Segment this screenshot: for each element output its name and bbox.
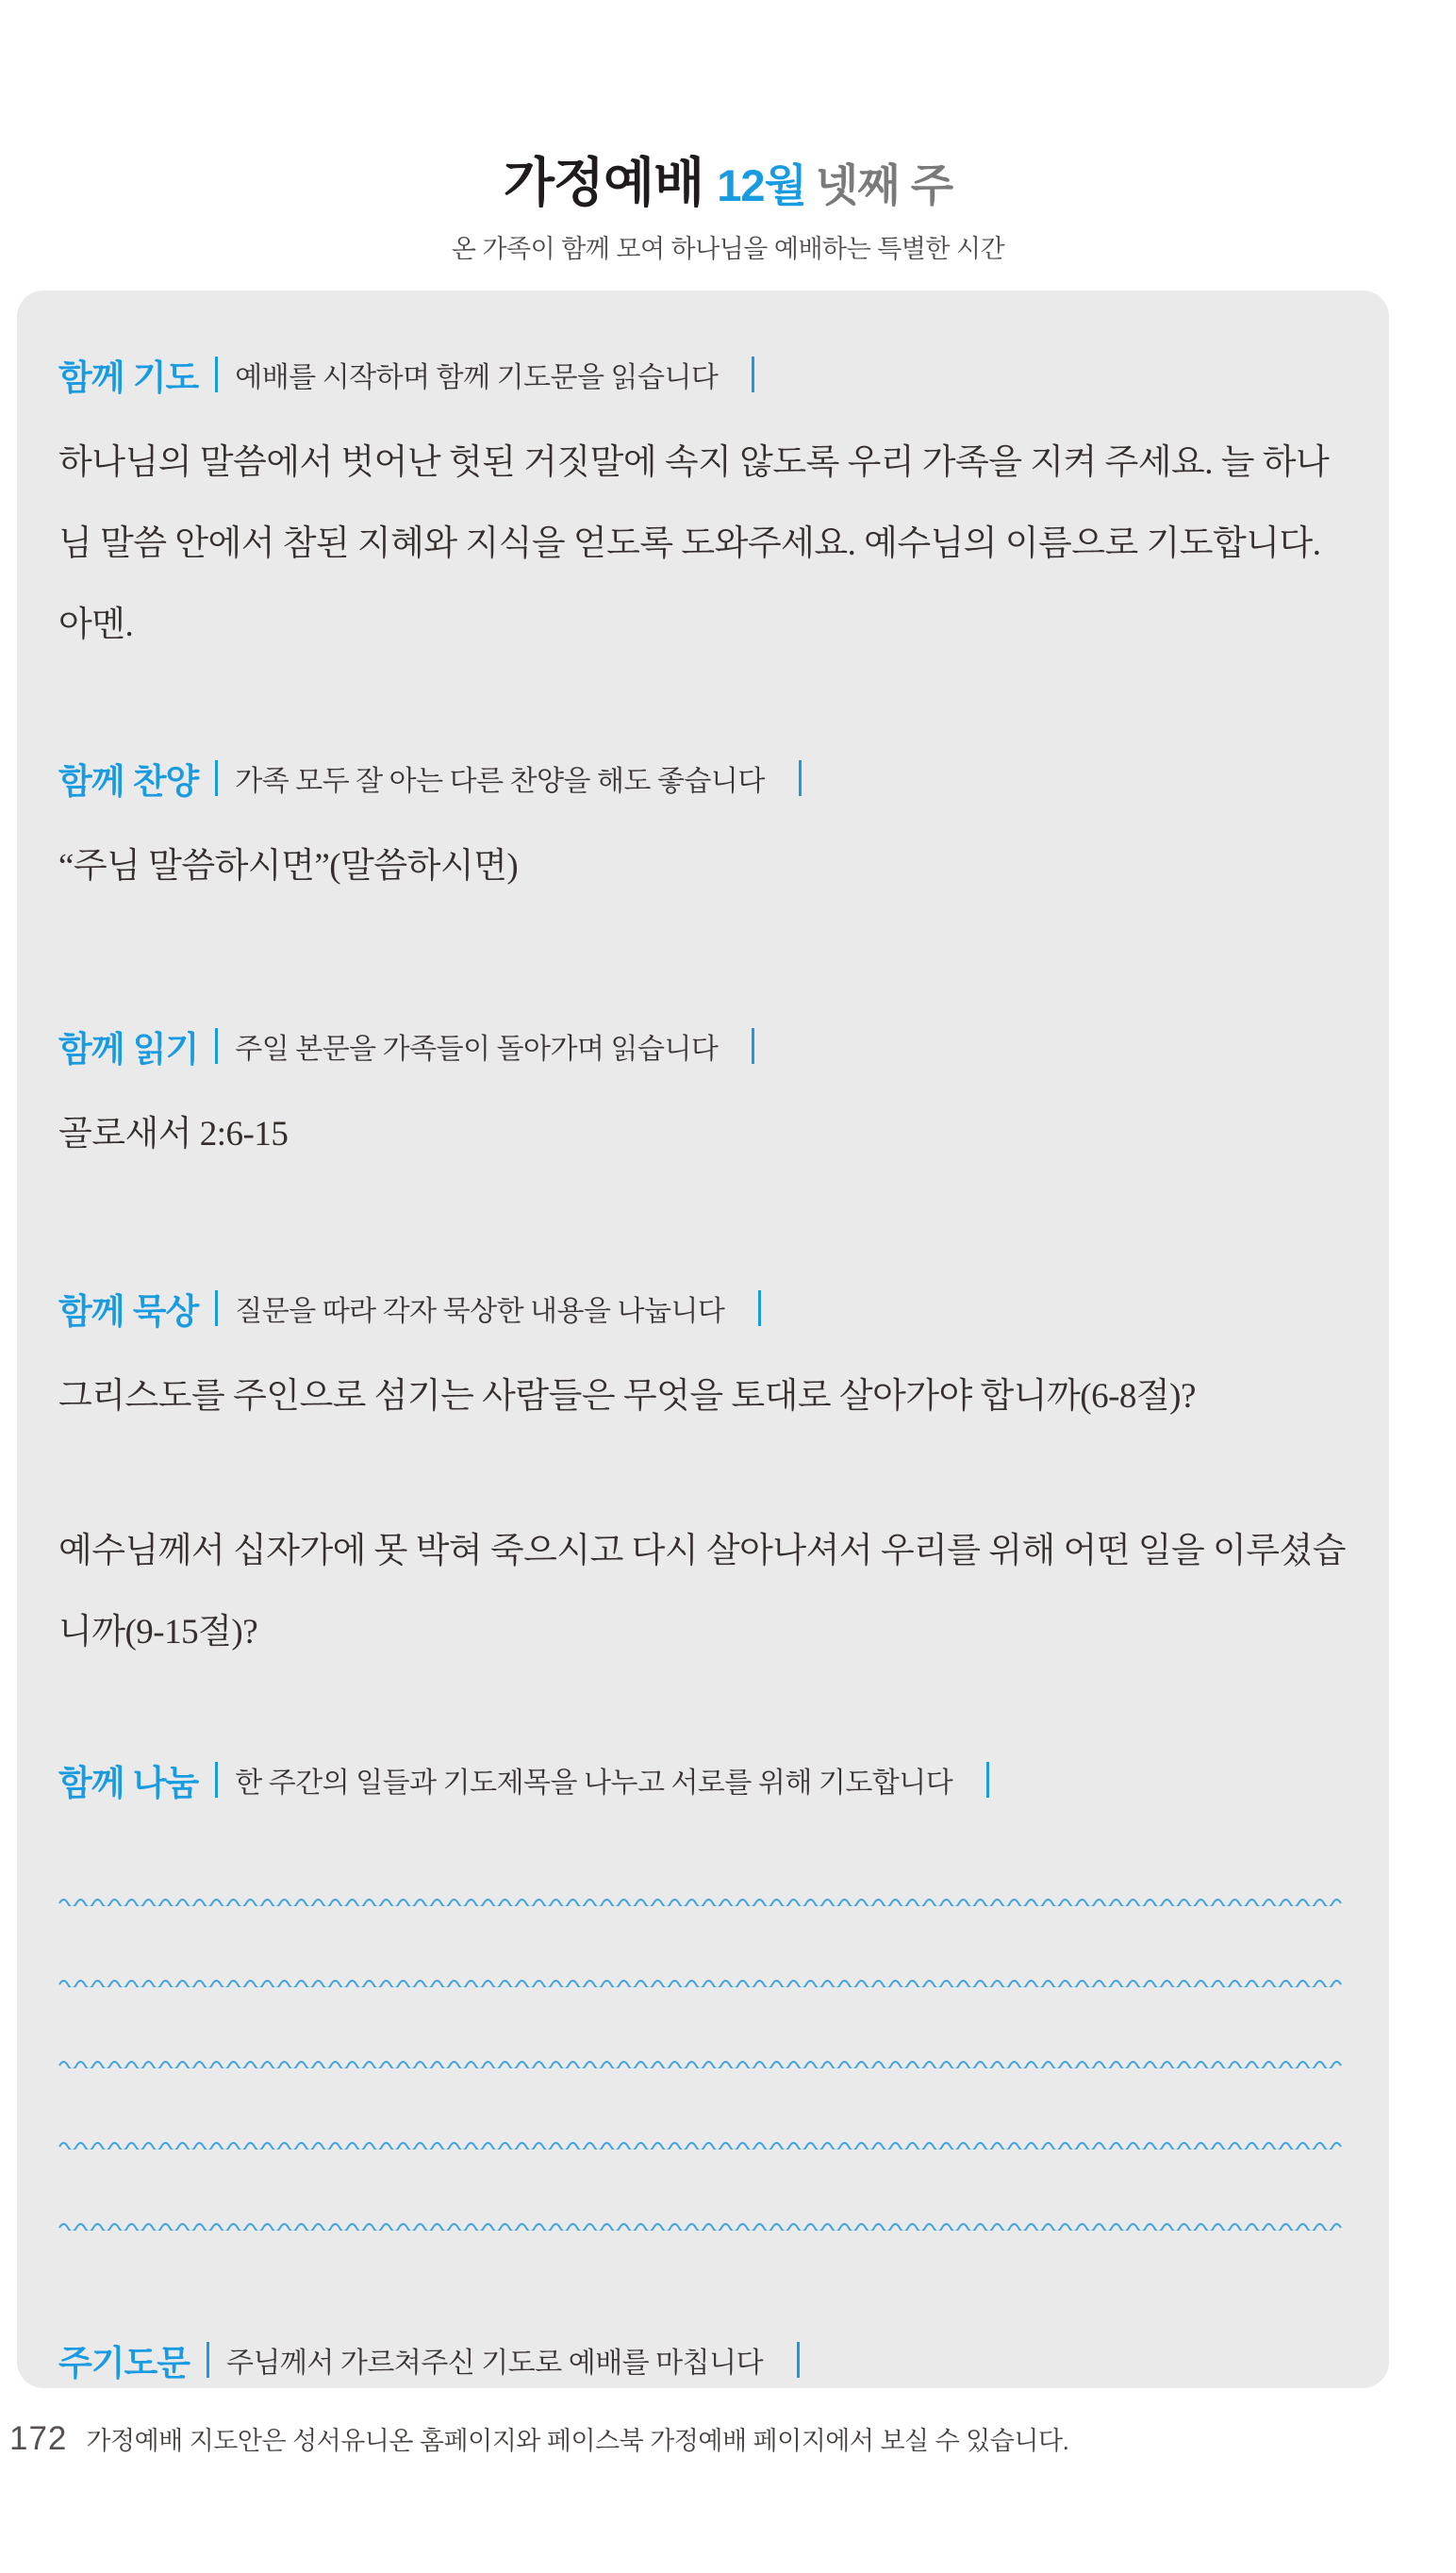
section-pray-header: [58, 349, 1348, 400]
section-praise-description: 가족 모두 잘 아는 다른 찬양을 해도 좋습니다: [235, 766, 765, 797]
page-footer: [9, 2420, 1069, 2458]
section-pray: [58, 349, 1348, 666]
meditation-question-2: 예수님께서 십자가에 못 박혀 죽으시고 다시 살아나셔서 우리를 위해 어떤 일을 이루셨습니까(9-15절)?: [58, 1532, 1346, 1652]
divider-bar: [986, 1762, 989, 1798]
section-read-header: [58, 1021, 1348, 1071]
divider-bar: [797, 2342, 800, 2378]
pray-text: 하나님의 말씀에서 벗어난 헛된 거짓말에 속지 않도록 우리 가족을 지켜 주세요. 늘 하나님 말씀 안에서 참된 지혜와 지식을 얻도록 도와주세요. 예수님의 이름으로 기도합니다. 아멘.: [58, 443, 1330, 644]
divider-bar: [215, 1762, 218, 1798]
section-read: [58, 1021, 1348, 1175]
divider-bar: [752, 1028, 754, 1064]
page-subtitle: 온 가족이 함께 모여 하나님을 예배하는 특별한 시간: [451, 235, 1005, 263]
section-read-label: 함께 읽기: [58, 1030, 199, 1069]
scripture-reference: 골로새서 2:6-15: [58, 1115, 289, 1154]
title-month: 12월: [717, 160, 806, 210]
section-praise-header: [58, 753, 1348, 804]
section-pray-description: 예배를 시작하며 함께 기도문을 읽습니다: [235, 362, 719, 393]
divider-bar: [215, 357, 218, 392]
footer-note: 가정예배 지도안은 성서유니온 홈페이지와 페이스북 가정예배 페이지에서 보실 수 있습니다.: [86, 2427, 1069, 2455]
section-lords-prayer-label: 주기도문: [58, 2344, 190, 2382]
section-share-label: 함께 나눔: [58, 1764, 199, 1802]
wavy-writing-line: [58, 2057, 1348, 2068]
divider-bar: [215, 760, 218, 796]
divider-bar: [215, 1290, 218, 1326]
meditation-question-1: 그리스도를 주인으로 섬기는 사람들은 무엇을 토대로 살아가야 합니까(6-8절)?: [58, 1377, 1196, 1416]
section-meditate-description: 질문을 따라 각자 묵상한 내용을 나눕니다: [235, 1296, 725, 1327]
section-meditate-header: [58, 1283, 1348, 1334]
worship-card: [17, 290, 1389, 2388]
page-number: 172: [9, 2420, 68, 2457]
section-share-description: 한 주간의 일들과 기도제목을 나누고 서로를 위해 기도합니다: [235, 1768, 953, 1799]
writing-lines: [58, 1895, 1348, 2231]
divider-bar: [207, 2342, 209, 2378]
divider-bar: [752, 357, 754, 392]
page-title: [0, 141, 1456, 217]
praise-song-title: “주님 말씀하시면”(말씀하시면): [58, 847, 519, 886]
wavy-writing-line: [58, 1895, 1348, 1906]
section-meditate-label: 함께 묵상: [58, 1292, 199, 1331]
title-main: 가정예배: [503, 153, 704, 212]
section-lords-prayer-header: [58, 2334, 1348, 2385]
section-share: [58, 1754, 1348, 2231]
section-meditate: [58, 1283, 1348, 1673]
section-share-header: [58, 1754, 1348, 1805]
section-lords-prayer: [58, 2334, 1348, 2385]
divider-bar: [799, 760, 802, 796]
title-week: 넷째 주: [815, 160, 953, 210]
section-praise-label: 함께 찬양: [58, 762, 199, 801]
section-praise: [58, 753, 1348, 907]
divider-bar: [758, 1290, 761, 1326]
wavy-writing-line: [58, 1976, 1348, 1987]
section-pray-label: 함께 기도: [58, 358, 199, 397]
section-read-description: 주일 본문을 가족들이 돌아가며 읽습니다: [235, 1034, 719, 1065]
wavy-writing-line: [58, 2138, 1348, 2150]
divider-bar: [215, 1028, 218, 1064]
wavy-writing-line: [58, 2219, 1348, 2231]
section-lords-prayer-description: 주님께서 가르쳐주신 기도로 예배를 마칩니다: [225, 2348, 764, 2379]
